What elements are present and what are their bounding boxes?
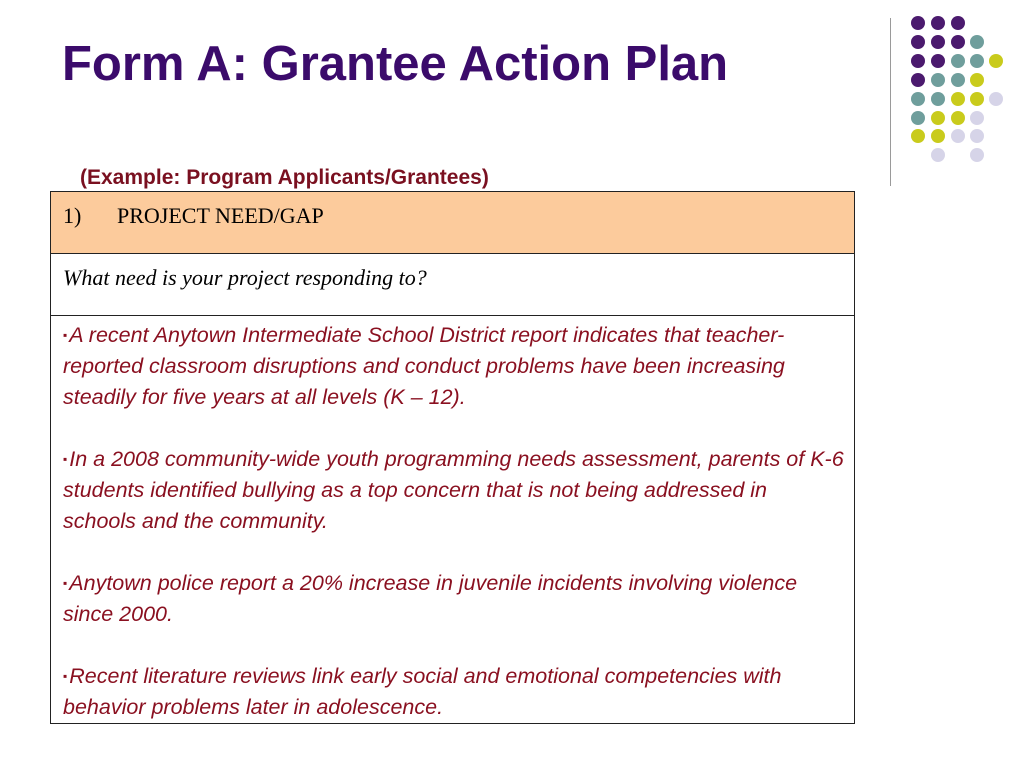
- decor-dot: [911, 16, 925, 30]
- list-item-text: Anytown police report a 20% increase in juvenile incidents involving violence since 2000.: [63, 571, 798, 626]
- decor-dot: [931, 54, 945, 68]
- divider-line: [890, 18, 891, 186]
- decor-dot: [970, 73, 984, 87]
- list-item: [63, 661, 844, 723]
- question-row: [51, 254, 855, 316]
- decor-dot: [970, 148, 984, 162]
- answer-row: [51, 316, 855, 724]
- list-item: [63, 568, 844, 630]
- decor-dot: [970, 129, 984, 143]
- section-header: [51, 192, 854, 229]
- decor-dot: [931, 111, 945, 125]
- decor-dot: [951, 129, 965, 143]
- section-number: 1): [63, 203, 82, 228]
- decor-dot: [970, 54, 984, 68]
- answer-cell: [51, 316, 855, 724]
- decor-dot: [911, 92, 925, 106]
- decor-dot: [911, 73, 925, 87]
- square-bullet-icon: ▪: [63, 452, 68, 466]
- decor-dot: [970, 35, 984, 49]
- square-bullet-icon: ▪: [63, 576, 68, 590]
- decor-dot: [989, 54, 1003, 68]
- decor-dot: [951, 73, 965, 87]
- section-header-row: [51, 192, 855, 254]
- slide-title: Form A: Grantee Action Plan: [62, 37, 729, 91]
- decor-dot: [911, 35, 925, 49]
- decor-dot: [989, 92, 1003, 106]
- need-bullet-list: [51, 316, 854, 723]
- decor-dot: [931, 35, 945, 49]
- square-bullet-icon: ▪: [63, 328, 68, 342]
- action-plan-table: [50, 191, 855, 724]
- decor-dot: [911, 54, 925, 68]
- slide-subtitle: (Example: Program Applicants/Grantees): [80, 166, 489, 189]
- list-item: [63, 320, 844, 413]
- section-title: PROJECT NEED/GAP: [117, 203, 324, 228]
- decor-dot: [931, 148, 945, 162]
- decor-dot: [951, 16, 965, 30]
- section-header-cell: [51, 192, 855, 254]
- decor-dot: [931, 73, 945, 87]
- list-item-text: Recent literature reviews link early social and emotional competencies with behavior problems later in adolescence.: [63, 664, 782, 719]
- decor-dot: [951, 35, 965, 49]
- list-item: [63, 444, 844, 537]
- decor-dot: [970, 111, 984, 125]
- decor-dot: [931, 129, 945, 143]
- decor-dot: [911, 111, 925, 125]
- decor-dot: [911, 129, 925, 143]
- list-item-text: A recent Anytown Intermediate School District report indicates that teacher-reported classroom disruptions and conduct problems have been increasing steadily for five years at all levels (K – 12).: [63, 323, 785, 409]
- decor-dot: [951, 54, 965, 68]
- question-cell: [51, 254, 855, 316]
- decor-dot: [970, 92, 984, 106]
- question-text: What need is your project responding to?: [63, 265, 427, 290]
- decor-dot: [951, 92, 965, 106]
- square-bullet-icon: ▪: [63, 669, 68, 683]
- decor-dot: [931, 16, 945, 30]
- list-item-text: In a 2008 community-wide youth programming needs assessment, parents of K-6 students identified bullying as a top concern that is not being addressed in schools and the community.: [63, 447, 844, 533]
- decor-dot: [931, 92, 945, 106]
- decor-dot: [951, 111, 965, 125]
